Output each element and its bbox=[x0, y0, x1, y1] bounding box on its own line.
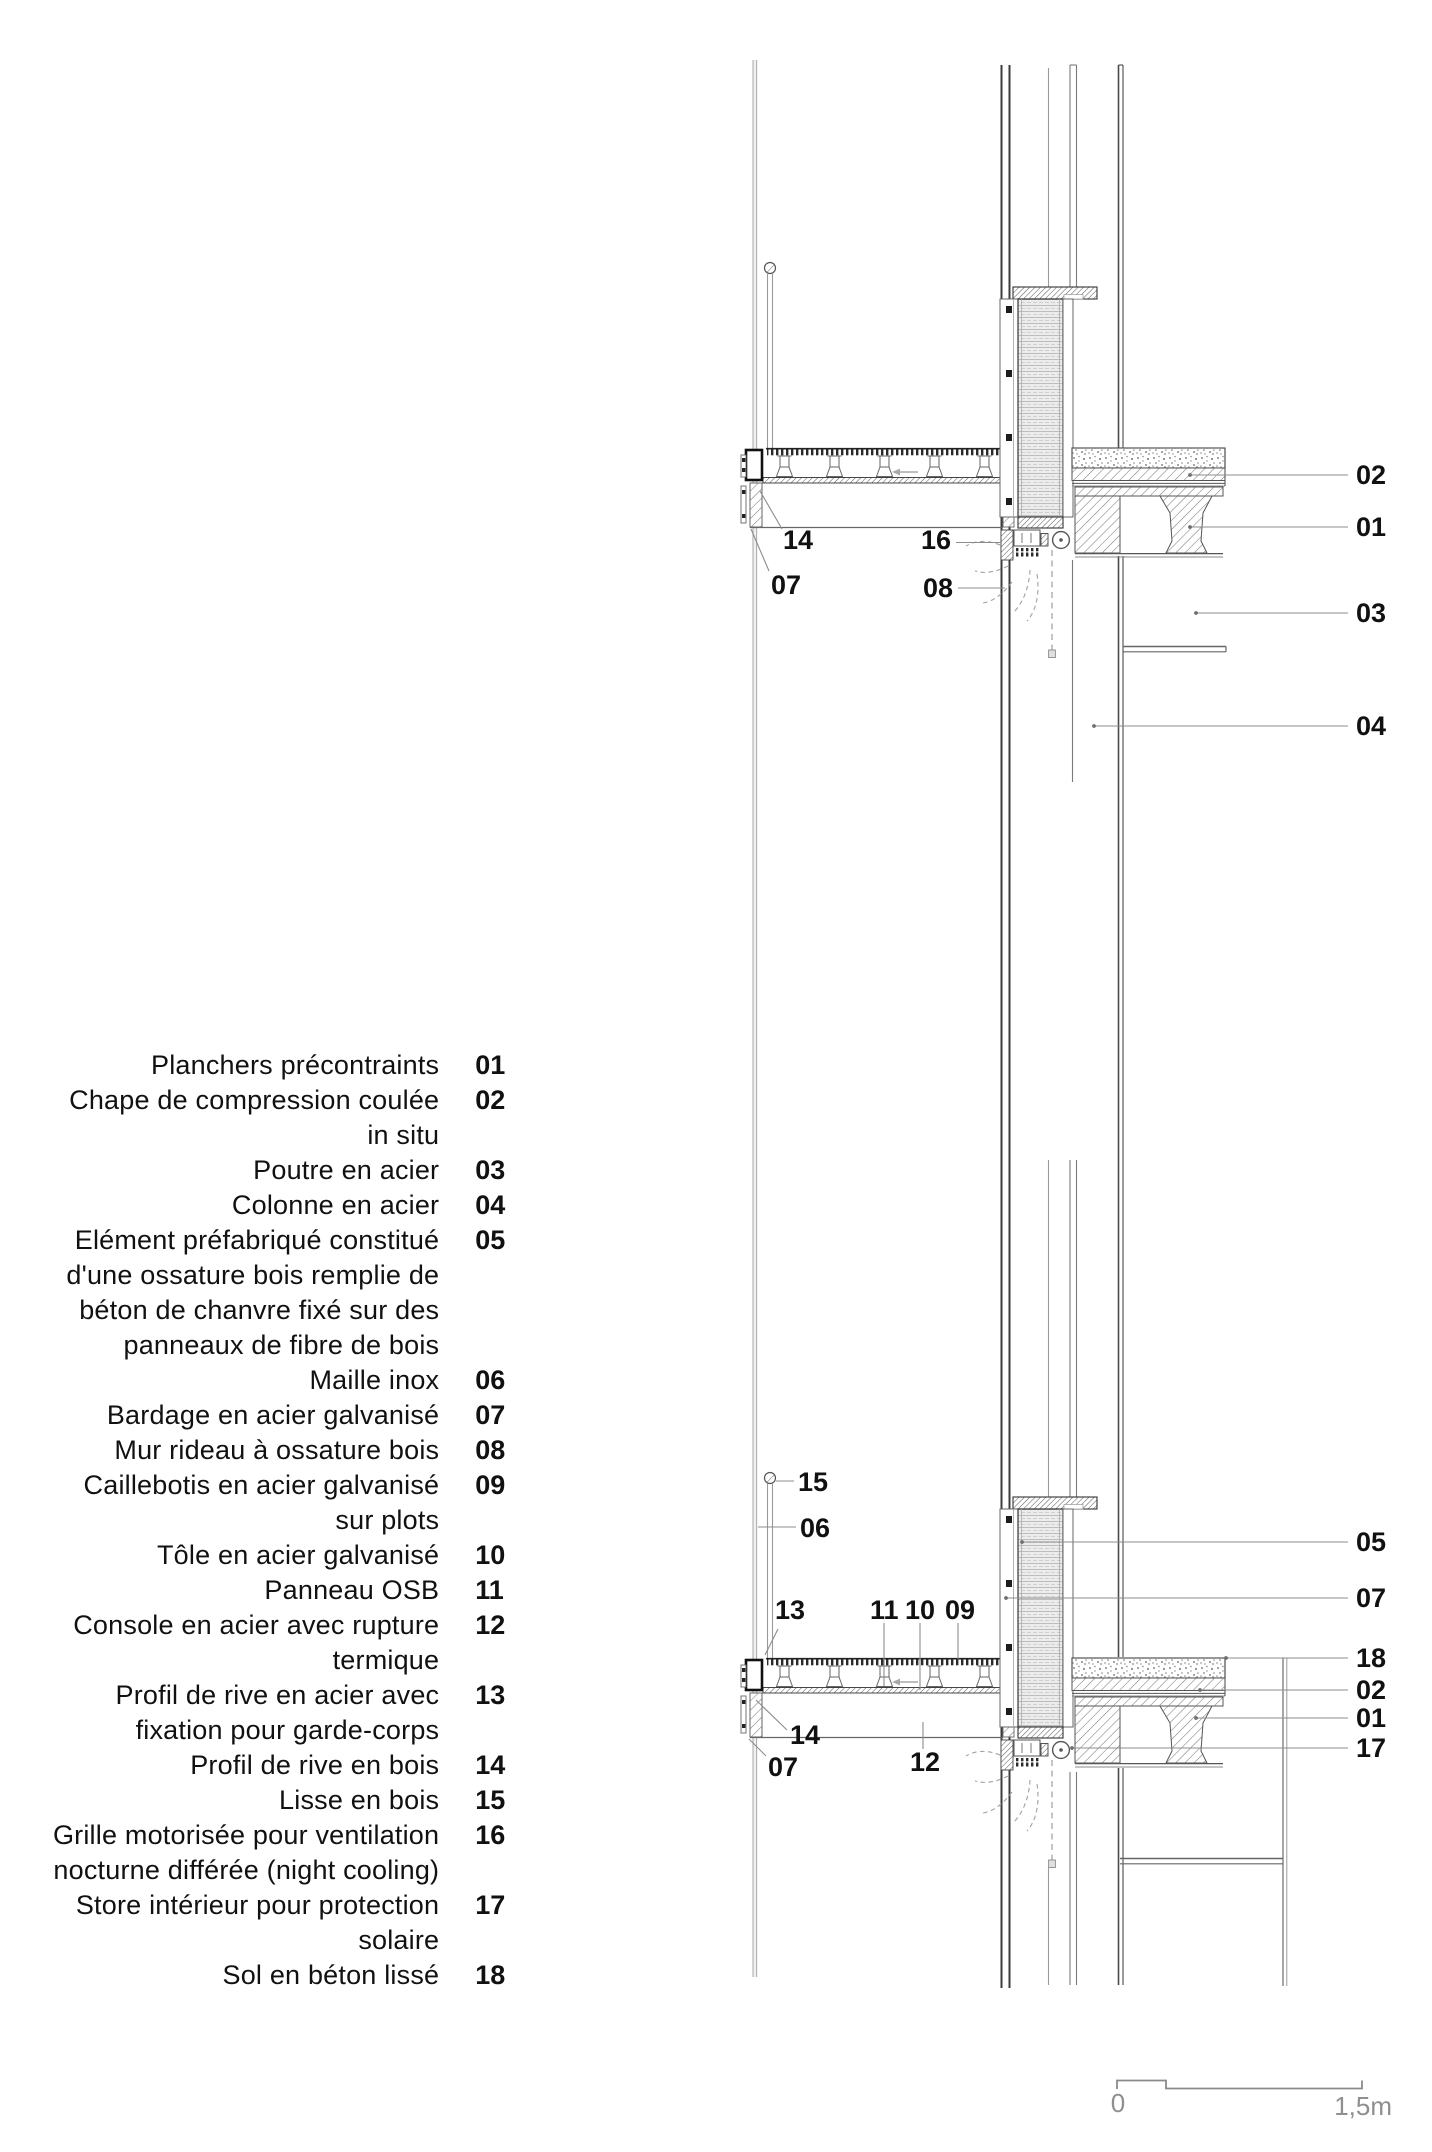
legend-row: Elément préfabriqué constitué 05 bbox=[74, 1225, 506, 1255]
legend-row: solaire bbox=[358, 1925, 440, 1955]
legend-row: Sol en béton lissé 18 bbox=[222, 1960, 506, 1990]
legend-row: Maille inox 06 bbox=[309, 1365, 506, 1395]
callout-16-top: 16 bbox=[921, 525, 952, 555]
scale-zero-label: 0 bbox=[1110, 2088, 1126, 2118]
legend-row: Caillebotis en acier galvanisé 09 bbox=[83, 1470, 506, 1500]
callout-08-top: 08 bbox=[923, 573, 954, 603]
legend-row: Lisse en bois 15 bbox=[279, 1785, 506, 1815]
callout-03-right: 03 bbox=[1356, 598, 1387, 628]
legend-row: panneaux de fibre de bois bbox=[123, 1330, 440, 1360]
callout-02-right-bottom: 02 bbox=[1356, 1675, 1387, 1705]
legend-row: Poutre en acier 03 bbox=[253, 1155, 506, 1185]
legend-row: Bardage en acier galvanisé 07 bbox=[106, 1400, 506, 1430]
upper-floor-detail bbox=[741, 263, 1226, 658]
legend-row: Console en acier avec rupture 12 bbox=[73, 1610, 506, 1640]
legend-row: in situ bbox=[367, 1120, 440, 1150]
callout-labels bbox=[768, 460, 1386, 1782]
callout-01-right-top: 01 bbox=[1356, 512, 1387, 542]
callout-04-right: 04 bbox=[1356, 711, 1387, 741]
legend-row: Planchers précontraints 01 bbox=[151, 1050, 506, 1080]
callout-15: 15 bbox=[798, 1467, 829, 1497]
legend-row: béton de chanvre fixé sur des bbox=[79, 1295, 440, 1325]
legend-row: Colonne en acier 04 bbox=[231, 1190, 506, 1220]
legend-row: Profil de rive en bois 14 bbox=[190, 1750, 506, 1780]
callout-10: 10 bbox=[905, 1595, 936, 1625]
scale-bar bbox=[1111, 2081, 1392, 2122]
legend-row: sur plots bbox=[335, 1505, 440, 1535]
callout-07-top: 07 bbox=[771, 570, 802, 600]
scale-end-label: 1,5m bbox=[1334, 2091, 1392, 2121]
legend bbox=[40, 1048, 560, 1993]
callout-14-bottom: 14 bbox=[790, 1720, 821, 1750]
callout-07-bottom: 07 bbox=[768, 1752, 799, 1782]
callout-17-right: 17 bbox=[1356, 1733, 1387, 1763]
callout-09: 09 bbox=[945, 1595, 976, 1625]
legend-row: termique bbox=[332, 1645, 440, 1675]
callout-05-right: 05 bbox=[1356, 1527, 1387, 1557]
legend-row: Store intérieur pour protection 17 bbox=[75, 1890, 506, 1920]
callout-13: 13 bbox=[775, 1595, 806, 1625]
legend-row: d'une ossature bois remplie de bbox=[66, 1260, 440, 1290]
legend-row: fixation pour garde-corps bbox=[135, 1715, 440, 1745]
legend-row: Chape de compression coulée 02 bbox=[69, 1085, 506, 1115]
callout-14-top: 14 bbox=[783, 525, 814, 555]
callout-07-right: 07 bbox=[1356, 1583, 1387, 1613]
callout-02-right-top: 02 bbox=[1356, 460, 1387, 490]
legend-row: Grille motorisée pour ventilation 16 bbox=[52, 1820, 506, 1850]
callout-01-right-bottom: 01 bbox=[1356, 1703, 1387, 1733]
callout-11: 11 bbox=[870, 1595, 899, 1625]
legend-row: Tôle en acier galvanisé 10 bbox=[156, 1540, 506, 1570]
legend-row: Mur rideau à ossature bois 08 bbox=[114, 1435, 506, 1465]
legend-row: Panneau OSB 11 bbox=[264, 1575, 504, 1605]
callout-06: 06 bbox=[800, 1513, 831, 1543]
callout-18-right: 18 bbox=[1356, 1643, 1387, 1673]
legend-row: Profil de rive en acier avec 13 bbox=[115, 1680, 506, 1710]
legend-row: nocturne différée (night cooling) bbox=[53, 1855, 440, 1885]
callout-12: 12 bbox=[910, 1747, 941, 1777]
